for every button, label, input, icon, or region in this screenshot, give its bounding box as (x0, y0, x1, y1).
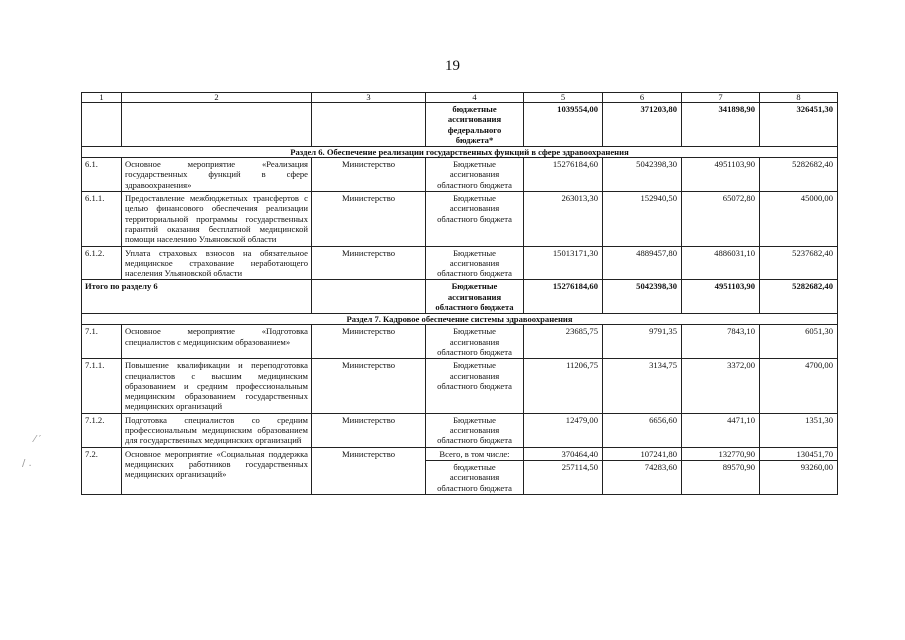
column-number-row (82, 93, 838, 103)
funding-source: Всего, в том числе: (426, 447, 524, 460)
amount-cell: 371203,80 (603, 103, 682, 147)
item-name (122, 103, 312, 147)
item-code: 6.1. (82, 158, 122, 192)
amount-cell: 15276184,60 (524, 280, 603, 314)
item-name: Уплата страховых взносов на обязательное медицинское страхование неработающего населения Ульяновской области (122, 246, 312, 280)
section-header-row (82, 314, 838, 325)
section-title: Раздел 6. Обеспечение реализации государственных функций в сфере здравоохранения (82, 147, 838, 158)
table-row (82, 325, 838, 359)
amount-cell: 5042398,30 (603, 280, 682, 314)
table-row (82, 103, 838, 147)
item-name: Предоставление межбюджетных трансфертов с целью финансового обеспечения реализации территориальной программы государственных гарантий оказания бесплатной медицинской помощи населению Ульяновской области (122, 192, 312, 246)
amount-cell: 65072,80 (682, 192, 760, 246)
column-number: 3 (312, 93, 426, 103)
amount-cell: 45000,00 (760, 192, 838, 246)
table-row (82, 413, 838, 447)
item-name: Основное мероприятие «Социальная поддержка медицинских работников государственных медицинских организаций» (122, 447, 312, 494)
column-number: 1 (82, 93, 122, 103)
amount-cell: 326451,30 (760, 103, 838, 147)
executor-cell: Министерство (312, 359, 426, 413)
column-number: 6 (603, 93, 682, 103)
amount-cell: 93260,00 (760, 460, 838, 494)
amount-cell: 4889457,80 (603, 246, 682, 280)
item-code: 7.1.2. (82, 413, 122, 447)
column-number: 2 (122, 93, 312, 103)
funding-source: Бюджетные ассигнования областного бюджета (426, 158, 524, 192)
executor-cell: Министерство (312, 246, 426, 280)
amount-cell: 4471,10 (682, 413, 760, 447)
budget-table (81, 92, 838, 495)
amount-cell: 15013171,30 (524, 246, 603, 280)
amount-cell: 5237682,40 (760, 246, 838, 280)
funding-source: Бюджетные ассигнования областного бюджета (426, 359, 524, 413)
amount-cell: 23685,75 (524, 325, 603, 359)
item-name: Основное мероприятие «Реализация государственных функций в сфере здравоохранения» (122, 158, 312, 192)
item-code: 6.1.1. (82, 192, 122, 246)
item-code: 7.1.1. (82, 359, 122, 413)
total-label: Итого по разделу 6 (82, 280, 312, 314)
executor-cell: Министерство (312, 413, 426, 447)
amount-cell: 3372,00 (682, 359, 760, 413)
amount-cell: 3134,75 (603, 359, 682, 413)
amount-cell: 107241,80 (603, 447, 682, 460)
scan-mark: ⁄ ′ (34, 434, 42, 445)
section-title: Раздел 7. Кадровое обеспечение системы здравоохранения (82, 314, 838, 325)
table-row (82, 246, 838, 280)
amount-cell: 4951103,90 (682, 158, 760, 192)
amount-cell: 5282682,40 (760, 158, 838, 192)
page-number: 19 (445, 58, 460, 74)
executor-cell: Министерство (312, 325, 426, 359)
amount-cell: 74283,60 (603, 460, 682, 494)
column-number: 8 (760, 93, 838, 103)
column-number: 5 (524, 93, 603, 103)
amount-cell: 4700,00 (760, 359, 838, 413)
amount-cell: 130451,70 (760, 447, 838, 460)
item-name: Повышение квалификации и переподготовка специалистов с высшим медицинским образованием и средним профессиональным медицинским образованием государственных медицинских организаций (122, 359, 312, 413)
column-number: 7 (682, 93, 760, 103)
executor-cell: Министерство (312, 158, 426, 192)
amount-cell: 89570,90 (682, 460, 760, 494)
amount-cell: 12479,00 (524, 413, 603, 447)
funding-source: бюджетные ассигнования федерального бюджета* (426, 103, 524, 147)
item-code: 7.1. (82, 325, 122, 359)
funding-source: бюджетные ассигнования областного бюджета (426, 460, 524, 494)
amount-cell: 5282682,40 (760, 280, 838, 314)
amount-cell: 9791,35 (603, 325, 682, 359)
table-row (82, 158, 838, 192)
column-number: 4 (426, 93, 524, 103)
item-code: 6.1.2. (82, 246, 122, 280)
item-code (82, 103, 122, 147)
funding-source: Бюджетные ассигнования областного бюджета (426, 325, 524, 359)
table-row (82, 447, 838, 460)
executor-cell: Министерство (312, 447, 426, 494)
amount-cell: 6656,60 (603, 413, 682, 447)
amount-cell: 4886031,10 (682, 246, 760, 280)
amount-cell: 132770,90 (682, 447, 760, 460)
amount-cell: 341898,90 (682, 103, 760, 147)
amount-cell: 370464,40 (524, 447, 603, 460)
funding-source: Бюджетные ассигнования областного бюджета (426, 280, 524, 314)
amount-cell: 6051,30 (760, 325, 838, 359)
amount-cell: 11206,75 (524, 359, 603, 413)
scan-mark: / . (22, 458, 32, 469)
item-name: Основное мероприятие «Подготовка специалистов с медицинским образованием» (122, 325, 312, 359)
funding-source: Бюджетные ассигнования областного бюджета (426, 413, 524, 447)
amount-cell: 15276184,60 (524, 158, 603, 192)
item-code: 7.2. (82, 447, 122, 494)
funding-source: Бюджетные ассигнования областного бюджета (426, 246, 524, 280)
amount-cell: 257114,50 (524, 460, 603, 494)
amount-cell: 1351,30 (760, 413, 838, 447)
amount-cell: 5042398,30 (603, 158, 682, 192)
executor-cell: Министерство (312, 192, 426, 246)
section-header-row (82, 147, 838, 158)
item-name: Подготовка специалистов со средним профессиональным медицинским образованием для государственных медицинских организаций (122, 413, 312, 447)
amount-cell: 7843,10 (682, 325, 760, 359)
amount-cell: 1039554,00 (524, 103, 603, 147)
amount-cell: 4951103,90 (682, 280, 760, 314)
executor-cell (312, 280, 426, 314)
amount-cell: 263013,30 (524, 192, 603, 246)
total-row (82, 280, 838, 314)
funding-source: Бюджетные ассигнования областного бюджета (426, 192, 524, 246)
executor-cell (312, 103, 426, 147)
table-row (82, 192, 838, 246)
table-row (82, 359, 838, 413)
amount-cell: 152940,50 (603, 192, 682, 246)
